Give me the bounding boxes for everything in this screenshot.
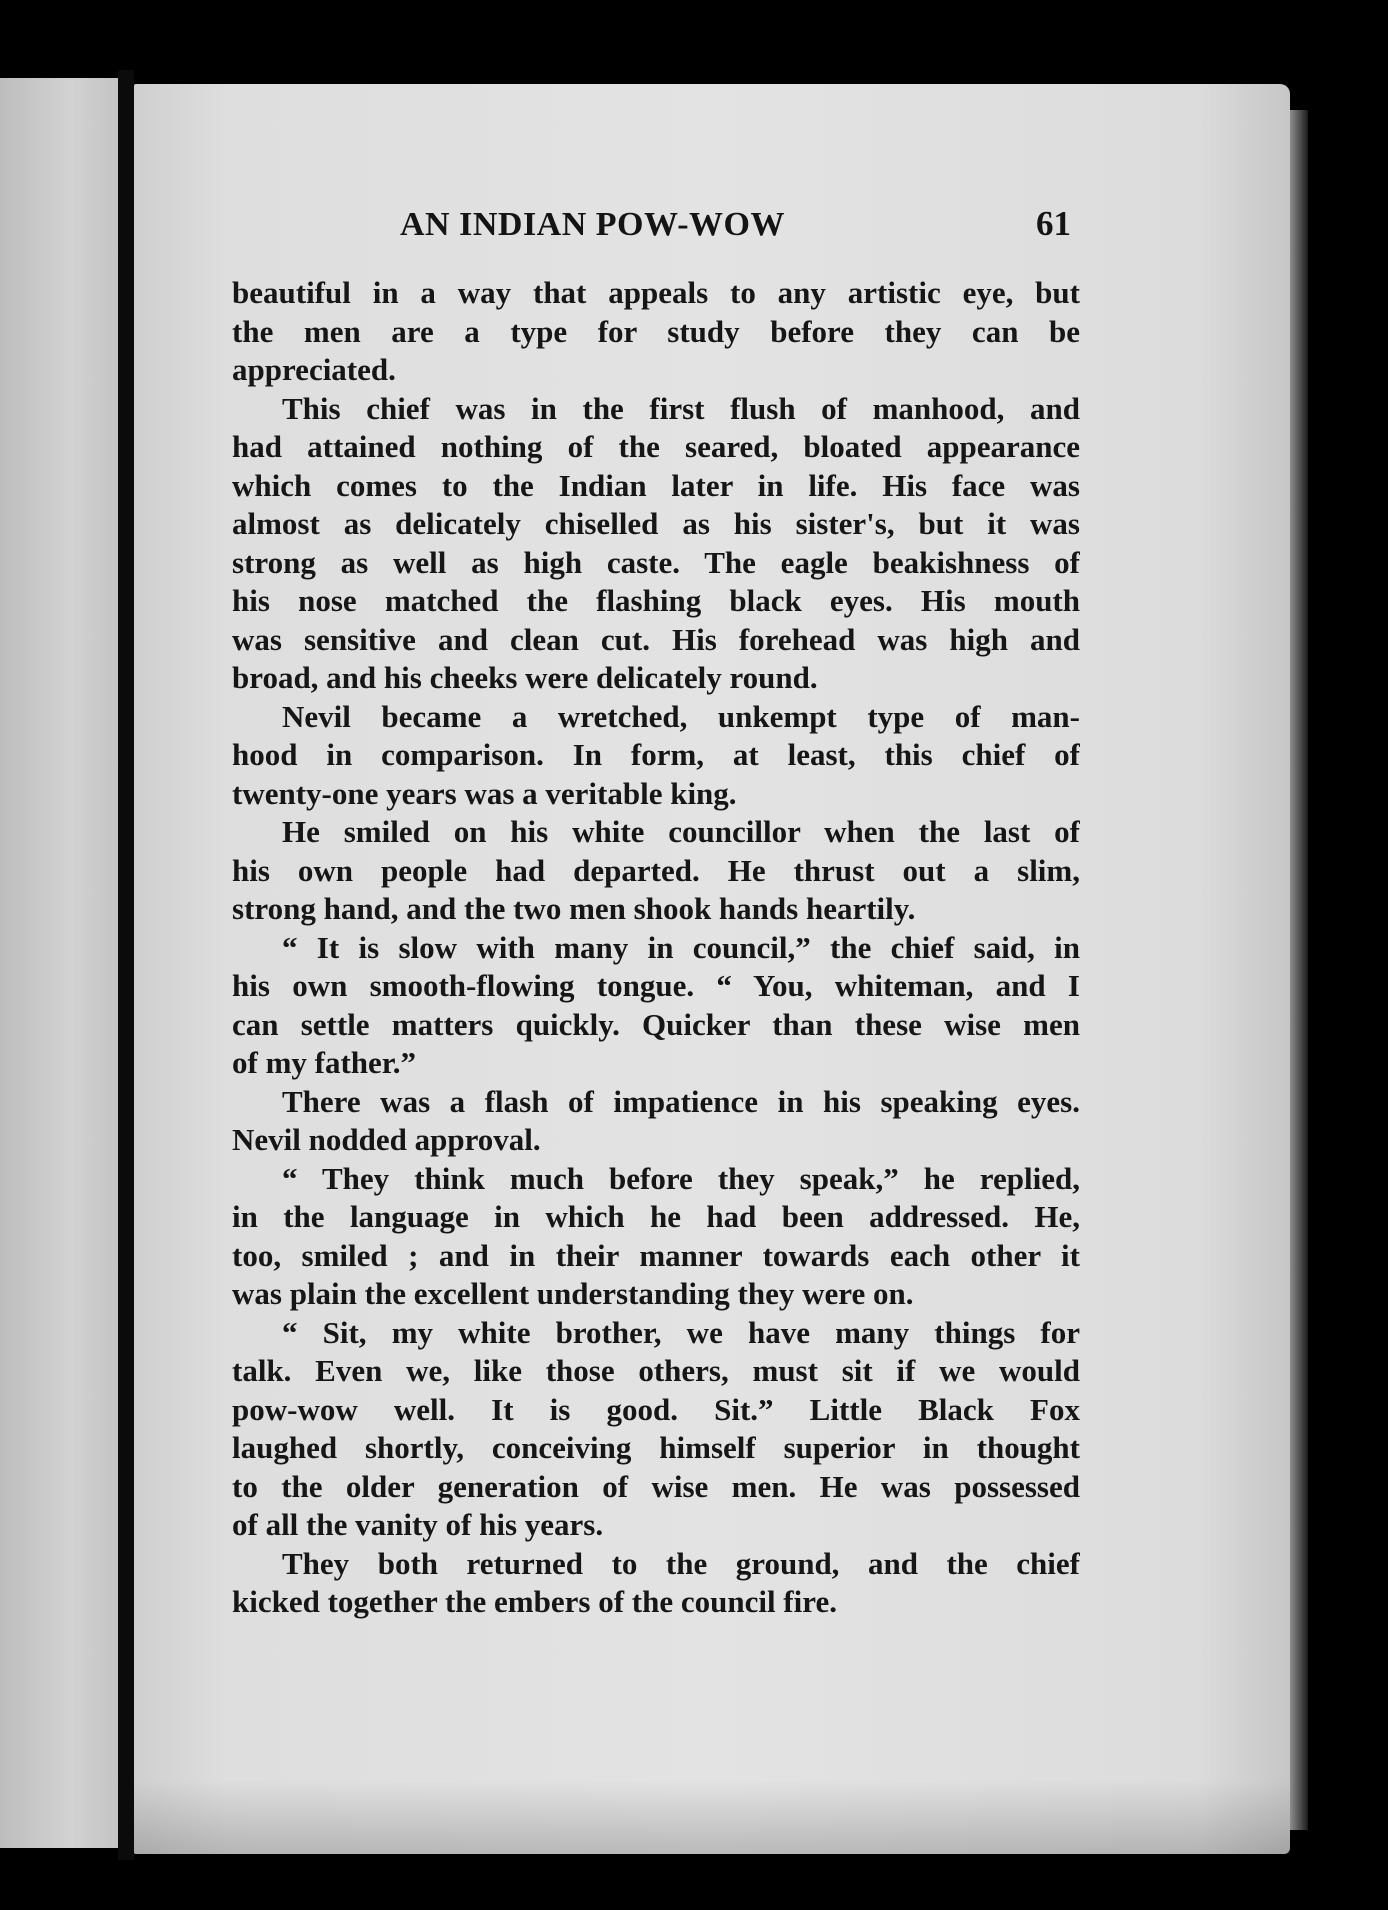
text-line: “ Sit, my white brother, we have many things for: [282, 1314, 1080, 1350]
text-line: talk. Even we, like those others, must sit if we would: [232, 1353, 1080, 1388]
text-line: his own smooth-flowing tongue. “ You, whiteman, and I: [232, 968, 1080, 1003]
text-line: the men are a type for study before they can be: [232, 313, 1080, 349]
text-line: There was a flash of impatience in his speaking eyes.: [282, 1083, 1080, 1119]
text-line: pow-wow well. It is good. Sit.” Little Black Fox: [232, 1391, 1080, 1427]
text-line: can settle matters quickly. Quicker than these wise men: [232, 1006, 1080, 1042]
text-line: strong as well as high caste. The eagle beakishness of: [232, 544, 1080, 580]
text-line: of all the vanity of his years.: [232, 1507, 604, 1542]
text-line: almost as delicately chiselled as his sister's, but it was: [232, 506, 1080, 541]
text-line: of my father.”: [232, 1045, 416, 1080]
text-line: was sensitive and clean cut. His forehead was high and: [232, 621, 1080, 657]
text-line: to the older generation of wise men. He was possessed: [232, 1468, 1080, 1504]
text-line: kicked together the embers of the council fire.: [232, 1584, 837, 1619]
facing-page-edge: [0, 78, 118, 1848]
text-line: broad, and his cheeks were delicately round.: [232, 660, 818, 695]
text-line: strong hand, and the two men shook hands heartily.: [232, 891, 916, 926]
book-gutter: [118, 70, 134, 1860]
text-line: which comes to the Indian later in life. His face was: [232, 467, 1080, 503]
page-number: 61: [1036, 204, 1071, 243]
text-line: had attained nothing of the seared, bloated appearance: [232, 429, 1080, 464]
body-text: [232, 274, 1080, 1622]
text-line: beautiful in a way that appeals to any artistic eye, but: [232, 275, 1080, 310]
text-line: too, smiled ; and in their manner towards each other it: [232, 1237, 1080, 1273]
text-line: in the language in which he had been addressed. He,: [232, 1199, 1080, 1234]
page-stack-edge: [1290, 110, 1308, 1830]
text-line: Nevil became a wretched, unkempt type of man-: [282, 698, 1080, 734]
text-line: twenty-one years was a veritable king.: [232, 775, 737, 811]
text-line: This chief was in the first flush of manhood, and: [282, 390, 1080, 426]
page-bottom-shadow: [134, 1780, 1290, 1854]
text-line: his nose matched the flashing black eyes. His mouth: [232, 583, 1080, 618]
text-line: laughed shortly, conceiving himself superior in thought: [232, 1430, 1080, 1465]
text-line: “ They think much before they speak,” he replied,: [282, 1160, 1080, 1196]
running-head-title: AN INDIAN POW-WOW: [400, 206, 786, 243]
text-line: They both returned to the ground, and the chief: [282, 1545, 1080, 1581]
text-line: He smiled on his white councillor when the last of: [282, 814, 1080, 849]
text-line: appreciated.: [232, 352, 396, 387]
text-line: hood in comparison. In form, at least, this chief of: [232, 737, 1080, 772]
text-line: Nevil nodded approval.: [232, 1122, 541, 1157]
text-line: his own people had departed. He thrust out a slim,: [232, 852, 1080, 888]
text-line: was plain the excellent understanding they were on.: [232, 1276, 914, 1311]
text-line: “ It is slow with many in council,” the chief said, in: [282, 929, 1080, 965]
